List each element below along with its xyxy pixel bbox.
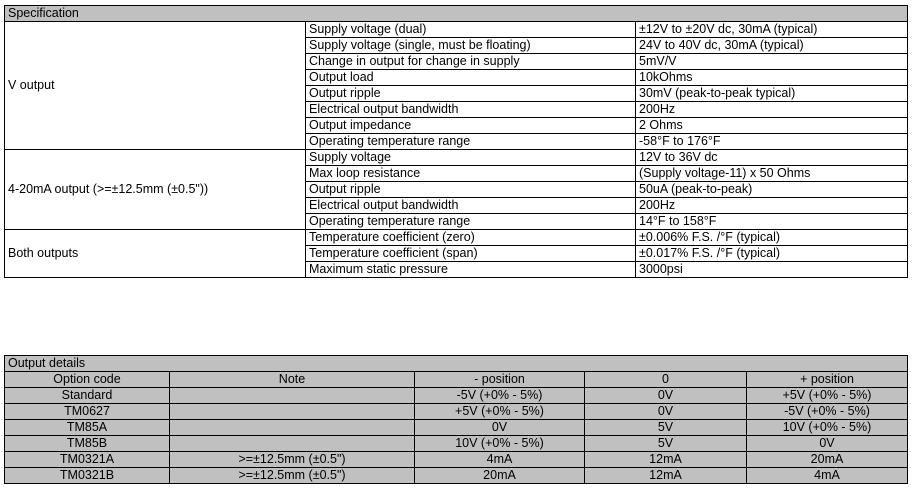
output-row: [5, 420, 908, 436]
note-cell: >=±12.5mm (±0.5"): [170, 468, 415, 484]
plus-position-cell: +5V (+0% - 5%): [747, 388, 908, 404]
spec-value: 30mV (peak-to-peak typical): [636, 86, 908, 102]
spec-parameter: Maximum static pressure: [306, 262, 636, 278]
zero-position-cell: 12mA: [585, 452, 747, 468]
option-code-cell: Standard: [5, 388, 170, 404]
output-details-table: [4, 355, 908, 484]
spec-value: 12V to 36V dc: [636, 150, 908, 166]
spec-value: ±0.017% F.S. /°F (typical): [636, 246, 908, 262]
output-row: [5, 388, 908, 404]
spec-parameter: Output ripple: [306, 86, 636, 102]
spec-value: 14°F to 158°F: [636, 214, 908, 230]
spec-value: -58°F to 176°F: [636, 134, 908, 150]
spec-value: 50uA (peak-to-peak): [636, 182, 908, 198]
spec-row: [5, 22, 908, 38]
note-cell: >=±12.5mm (±0.5"): [170, 452, 415, 468]
spec-parameter: Operating temperature range: [306, 214, 636, 230]
spec-parameter: Output impedance: [306, 118, 636, 134]
spec-parameter: Output ripple: [306, 182, 636, 198]
spec-parameter: Supply voltage: [306, 150, 636, 166]
spec-value: 200Hz: [636, 198, 908, 214]
spec-group-label: 4-20mA output (>=±12.5mm (±0.5")): [5, 150, 306, 230]
minus-position-cell: 20mA: [415, 468, 585, 484]
spec-parameter: Operating temperature range: [306, 134, 636, 150]
spec-parameter: Temperature coefficient (span): [306, 246, 636, 262]
option-code-cell: TM0321B: [5, 468, 170, 484]
spec-value: 10kOhms: [636, 70, 908, 86]
spec-value: 2 Ohms: [636, 118, 908, 134]
spec-parameter: Max loop resistance: [306, 166, 636, 182]
spec-parameter: Change in output for change in supply: [306, 54, 636, 70]
spec-value: 200Hz: [636, 102, 908, 118]
specification-body: [5, 6, 908, 278]
specification-table: [4, 5, 908, 278]
spec-parameter: Temperature coefficient (zero): [306, 230, 636, 246]
minus-position-cell: +5V (+0% - 5%): [415, 404, 585, 420]
option-code-cell: TM0321A: [5, 452, 170, 468]
header-minus-position: - position: [415, 372, 585, 388]
output-details-body: [5, 356, 908, 484]
output-row: [5, 404, 908, 420]
zero-position-cell: 0V: [585, 404, 747, 420]
plus-position-cell: 4mA: [747, 468, 908, 484]
minus-position-cell: 0V: [415, 420, 585, 436]
zero-position-cell: 0V: [585, 388, 747, 404]
spec-value: 24V to 40V dc, 30mA (typical): [636, 38, 908, 54]
header-zero: 0: [585, 372, 747, 388]
spec-value: ±12V to ±20V dc, 30mA (typical): [636, 22, 908, 38]
zero-position-cell: 5V: [585, 436, 747, 452]
header-note: Note: [170, 372, 415, 388]
minus-position-cell: 10V (+0% - 5%): [415, 436, 585, 452]
note-cell: [170, 436, 415, 452]
header-option-code: Option code: [5, 372, 170, 388]
minus-position-cell: 4mA: [415, 452, 585, 468]
plus-position-cell: 0V: [747, 436, 908, 452]
option-code-cell: TM85B: [5, 436, 170, 452]
spec-parameter: Electrical output bandwidth: [306, 198, 636, 214]
zero-position-cell: 5V: [585, 420, 747, 436]
zero-position-cell: 12mA: [585, 468, 747, 484]
header-plus-position: + position: [747, 372, 908, 388]
spec-parameter: Output load: [306, 70, 636, 86]
spec-parameter: Electrical output bandwidth: [306, 102, 636, 118]
plus-position-cell: 10V (+0% - 5%): [747, 420, 908, 436]
output-details-title: Output details: [5, 356, 908, 372]
spec-parameter: Supply voltage (dual): [306, 22, 636, 38]
output-row: [5, 468, 908, 484]
plus-position-cell: 20mA: [747, 452, 908, 468]
spec-value: ±0.006% F.S. /°F (typical): [636, 230, 908, 246]
spec-parameter: Supply voltage (single, must be floating): [306, 38, 636, 54]
spec-row: [5, 150, 908, 166]
spec-group-label: V output: [5, 22, 306, 150]
option-code-cell: TM0627: [5, 404, 170, 420]
spec-group-label: Both outputs: [5, 230, 306, 278]
output-header-row: [5, 372, 908, 388]
note-cell: [170, 420, 415, 436]
spec-value: 3000psi: [636, 262, 908, 278]
specification-title: Specification: [5, 6, 908, 22]
option-code-cell: TM85A: [5, 420, 170, 436]
plus-position-cell: -5V (+0% - 5%): [747, 404, 908, 420]
note-cell: [170, 388, 415, 404]
note-cell: [170, 404, 415, 420]
spec-row: [5, 230, 908, 246]
output-row: [5, 436, 908, 452]
spec-value: 5mV/V: [636, 54, 908, 70]
minus-position-cell: -5V (+0% - 5%): [415, 388, 585, 404]
output-row: [5, 452, 908, 468]
spec-value: (Supply voltage-11) x 50 Ohms: [636, 166, 908, 182]
